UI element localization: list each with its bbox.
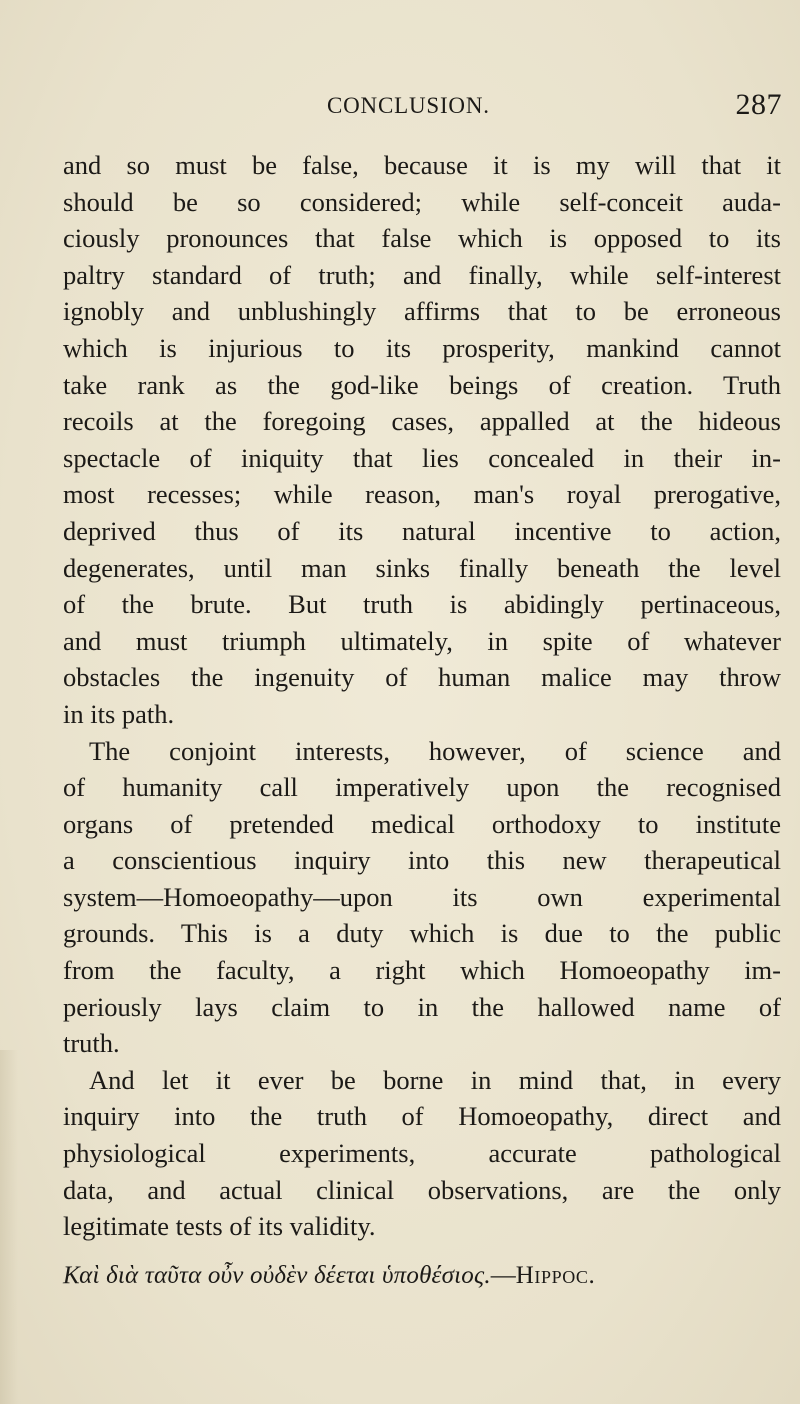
text-line: recoils at the foregoing cases, appalled at the hideous — [63, 406, 781, 437]
text-line: most recesses; while reason, man's royal prerogative, — [63, 479, 781, 510]
body-text — [63, 147, 781, 1299]
page-edge-shadow — [0, 1050, 18, 1404]
text-line: periously lays claim to in the hallowed name of — [63, 991, 781, 1022]
page-number: 287 — [735, 88, 782, 121]
text-line: data, and actual clinical observations, are the only — [63, 1174, 781, 1205]
greek-quotation: Καὶ διὰ ταῦτα οὖν οὐδὲν δέεται ὑποθέσιος. — [63, 1261, 491, 1289]
text-line: in its path. — [63, 698, 175, 729]
text-line: physiological experiments, accurate pathological — [63, 1138, 781, 1169]
text-line: obstacles the ingenuity of human malice may throw — [63, 662, 781, 693]
text-line: degenerates, until man sinks finally beneath the level — [63, 552, 781, 583]
text-line: And let it ever be borne in mind that, in every — [89, 1064, 781, 1095]
text-line: which is injurious to its prosperity, mankind cannot — [63, 332, 781, 363]
text-line: a conscientious inquiry into this new therapeutical — [63, 845, 781, 876]
text-line: take rank as the god-like beings of creation. Truth — [63, 369, 781, 400]
text-line: of humanity call imperatively upon the recognised — [63, 772, 781, 803]
text-line: legitimate tests of its validity. — [63, 1211, 376, 1242]
text-line: and must triumph ultimately, in spite of whatever — [63, 625, 781, 656]
text-line: and so must be false, because it is my will that it — [63, 150, 781, 180]
text-line: inquiry into the truth of Homoeopathy, direct and — [63, 1101, 781, 1132]
text-line: system—Homoeopathy—upon its own experimental — [63, 881, 781, 912]
text-line: deprived thus of its natural incentive to action, — [63, 515, 781, 546]
text-line: truth. — [63, 1028, 120, 1059]
text-line: ciously pronounces that false which is opposed to its — [63, 223, 781, 254]
epigraph — [63, 1253, 781, 1299]
text-line: The conjoint interests, however, of science and — [89, 735, 781, 766]
text-line: ignobly and unblushingly affirms that to be erroneous — [63, 296, 781, 327]
text-line: organs of pretended medical orthodoxy to institute — [63, 808, 781, 839]
text-line: paltry standard of truth; and finally, while self-interest — [63, 259, 781, 290]
page-header — [327, 88, 782, 133]
epigraph-dash: — — [490, 1261, 516, 1289]
running-head: CONCLUSION. — [327, 93, 490, 118]
text-line: grounds. This is a duty which is due to the public — [63, 918, 781, 949]
text-line: spectacle of iniquity that lies concealed in their in- — [63, 442, 781, 473]
text-line: of the brute. But truth is abidingly pertinaceous, — [63, 589, 781, 620]
epigraph-attribution: Hippoc. — [515, 1261, 596, 1289]
text-line: from the faculty, a right which Homoeopathy im- — [63, 955, 781, 986]
text-line: should be so considered; while self-conceit auda- — [63, 186, 781, 217]
